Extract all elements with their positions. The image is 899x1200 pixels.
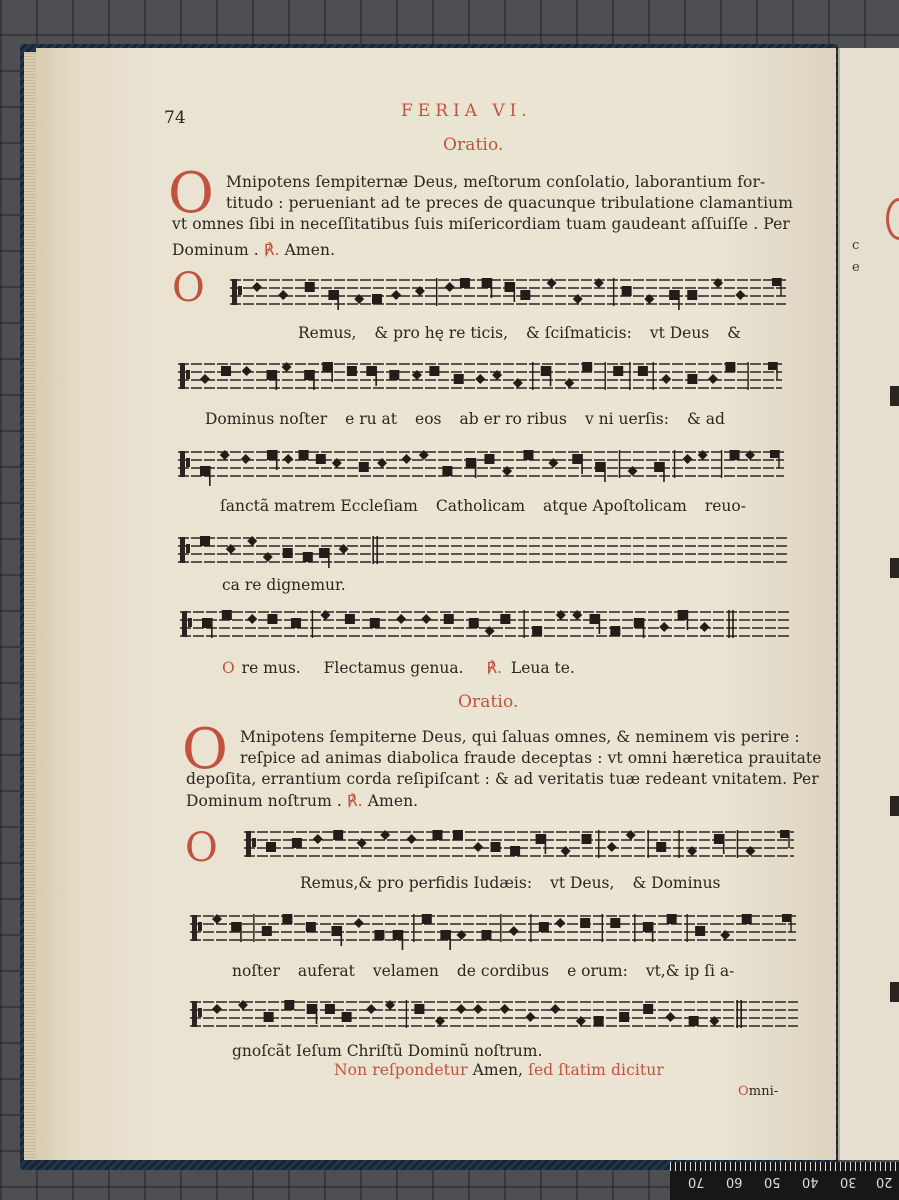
- lyric-word: eos: [415, 410, 442, 428]
- lyric-word: atque Apoſtolicam: [543, 497, 687, 515]
- music-staff: [178, 448, 784, 482]
- lyric-word: de cordibus: [456, 962, 550, 980]
- prayer-line: depoſita, errantium corda reſipiſcant : & ad veritatis tuæ redeant vnitatem. Per: [186, 770, 819, 788]
- next-page-staff-fragment: [890, 796, 899, 816]
- music-staff: [190, 912, 796, 946]
- ruler-ticks: [670, 1162, 899, 1171]
- music-staff: [244, 828, 794, 862]
- rubric-text: Non reſpondetur: [334, 1061, 468, 1079]
- lyric-word: e orum:: [567, 962, 628, 980]
- drop-cap-initial: O: [182, 717, 228, 782]
- chant-initial: O: [185, 825, 218, 871]
- oremus-response: Leua te.: [510, 659, 575, 677]
- music-staff: [230, 276, 786, 310]
- lyric-word: e ru at: [345, 410, 398, 428]
- ruler-label: 40: [802, 1174, 819, 1189]
- rubric-text: ſed ſtatim dicitur: [528, 1061, 664, 1079]
- lyric-word: gnoſcãt Ieſum Chriſtũ Dominũ noſtrum.: [232, 1042, 543, 1060]
- chant-lyrics-line: [222, 576, 364, 594]
- oremus-line: [222, 659, 593, 677]
- lyric-word: vt Deus: [649, 324, 710, 342]
- lyric-word: ca re dignemur.: [222, 576, 346, 594]
- response-text: Amen.: [367, 792, 419, 810]
- response-symbol: ℟.: [486, 659, 502, 677]
- lyric-word: & Dominus: [632, 874, 721, 892]
- lyric-word: noſter: [232, 962, 280, 980]
- response-symbol: ℟.: [263, 241, 280, 259]
- ruler-label: 60: [726, 1174, 743, 1189]
- music-staff: [190, 998, 798, 1032]
- lyric-word: & ſciſmaticis:: [526, 324, 632, 342]
- lyric-word: & pro hę re ticis,: [374, 324, 509, 342]
- prayer-last-line: [186, 792, 418, 810]
- prayer-line: vt omnes ſibi in neceſſitatibus ſuis miſericordiam tuam gaudeant aſſuiſſe . Per: [172, 215, 790, 233]
- prayer-line: reſpice ad animas diabolica fraude deceptas : vt omni hæretica prauitate: [240, 749, 822, 767]
- lyric-word: auferat: [297, 962, 355, 980]
- prayer-line: Mnipotens ſempiterne Deus, qui ſaluas omnes, & neminem vis perire :: [240, 728, 800, 746]
- rubric-line: [334, 1061, 664, 1079]
- oremus-word: re mus.: [241, 659, 301, 677]
- chant-lyrics-line: [298, 324, 759, 342]
- ruler-label: 30: [840, 1174, 857, 1189]
- lyric-word: &: [727, 324, 742, 342]
- lyric-word: reuo-: [704, 497, 746, 515]
- lyric-word: Remus,: [298, 324, 357, 342]
- next-page-fragment: e: [852, 260, 860, 275]
- rubric-amen: Amen,: [472, 1061, 524, 1079]
- music-staff: [178, 360, 782, 394]
- catchword-initial: O: [738, 1084, 749, 1099]
- chant-lyrics-line: [300, 874, 739, 892]
- chant-initial: O: [172, 265, 205, 311]
- prayer-line: titudo : perueniant ad te preces de quacunque tribulatione clamantium: [226, 194, 794, 212]
- lyric-word: vt,& ip ſi a-: [645, 962, 735, 980]
- music-staff: [178, 534, 788, 568]
- prayer-last-words: Dominum .: [172, 241, 259, 259]
- oremus-initial: O: [222, 659, 235, 677]
- measurement-ruler: [670, 1162, 899, 1200]
- prayer-last-line: [172, 241, 335, 259]
- chant-lyrics-line: [205, 410, 743, 428]
- lyric-word: velamen: [372, 962, 439, 980]
- catchword: [738, 1084, 778, 1099]
- chant-lyrics-line: [220, 497, 764, 515]
- section-heading: Oratio.: [458, 692, 519, 712]
- next-page-fragment: c: [852, 238, 860, 253]
- prayer-line: Mnipotens ſempiternæ Deus, meſtorum conſolatio, laborantium for-: [226, 173, 766, 191]
- ruler-label: 50: [764, 1174, 781, 1189]
- drop-cap-initial: O: [168, 161, 214, 226]
- lyric-word: ſanctã matrem Eccleſiam: [220, 497, 418, 515]
- next-page-staff-fragment: [890, 386, 899, 406]
- oremus-word: Flectamus genua.: [323, 659, 464, 677]
- section-heading: Oratio.: [443, 135, 504, 155]
- response-text: Amen.: [284, 241, 336, 259]
- lyric-word: & ad: [686, 410, 725, 428]
- catchword-text: mni-: [748, 1084, 779, 1099]
- lyric-word: Dominus noſter: [205, 410, 328, 428]
- lyric-word: v ni uerſis:: [584, 410, 669, 428]
- next-page-staff-fragment: [890, 558, 899, 578]
- chant-lyrics-line: [232, 962, 752, 980]
- page-header-title: FERIA VI.: [401, 101, 532, 121]
- next-page-red-initial: [886, 198, 899, 240]
- chant-lyrics-line: [232, 1042, 560, 1060]
- ruler-label: 20: [876, 1174, 893, 1189]
- music-staff: [180, 608, 790, 644]
- lyric-word: Remus,& pro perfidis Iudæis:: [300, 874, 533, 892]
- lyric-word: vt Deus,: [550, 874, 615, 892]
- ruler-label: 70: [688, 1174, 705, 1189]
- prayer-last-words: Dominum noſtrum .: [186, 792, 342, 810]
- next-page-edge: [838, 48, 899, 1160]
- response-symbol: ℟.: [346, 792, 363, 810]
- lyric-word: Catholicam: [435, 497, 526, 515]
- lyric-word: ab er ro ribus: [459, 410, 567, 428]
- page-number: 74: [164, 108, 186, 128]
- next-page-staff-fragment: [890, 982, 899, 1002]
